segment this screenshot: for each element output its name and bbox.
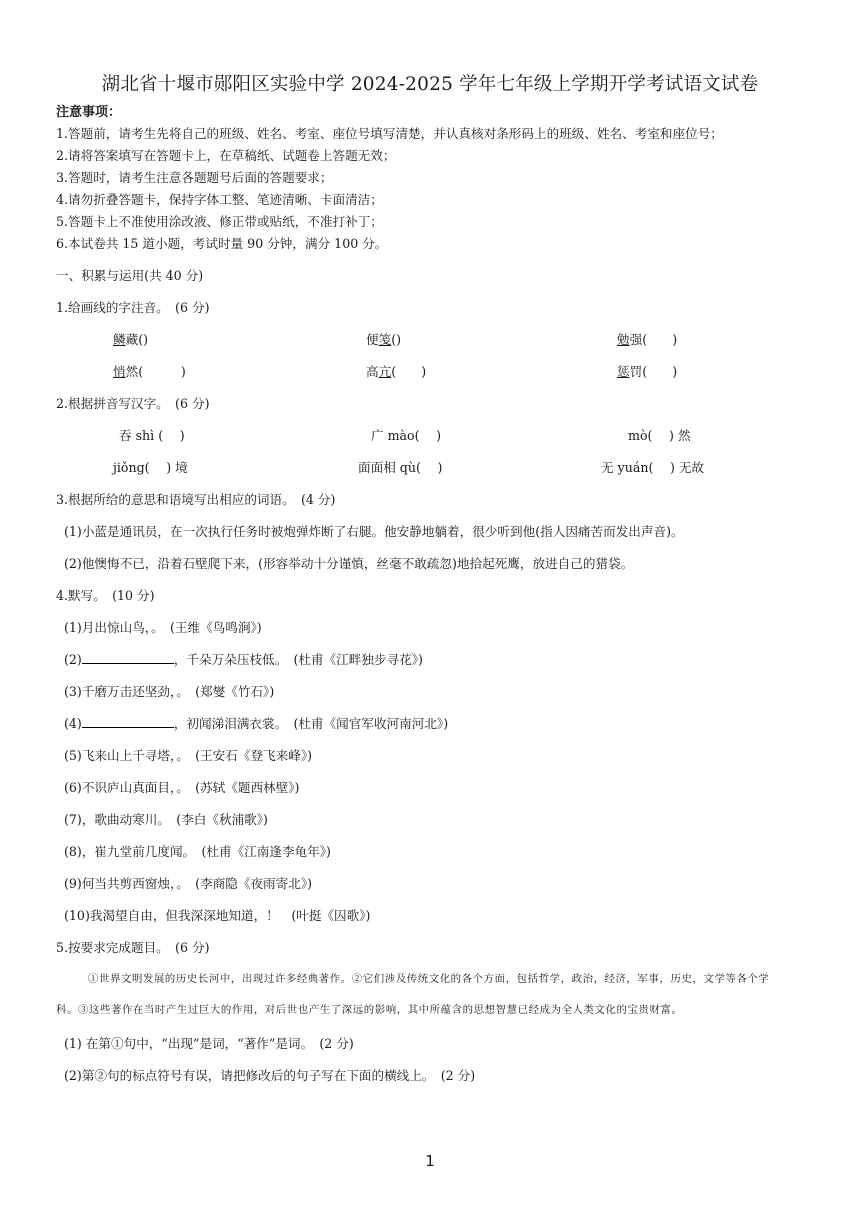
q1-item-pre: 高 <box>366 364 379 379</box>
q4-item-text: ，初闻涕泪满衣裳。 (杜甫《闻官军收河南河北》) <box>173 716 449 731</box>
q1-item <box>113 329 148 348</box>
section-heading: 一、积累与运用(共 40 分) <box>56 268 204 283</box>
q4-item: (8)，崔九堂前几度闻。 (杜甫《江南逢李龟年》) <box>64 844 331 859</box>
q4-item-text: ，千朵万朵压枝低。 (杜甫《江畔独步寻花》) <box>173 652 423 667</box>
underlined-char: 悄 <box>113 364 126 379</box>
passage-line: ①世界文明发展的历史长河中，出现过许多经典著作。②它们涉及传统文化的各个方面，包括哲学，政治，经济，军事，历史，文学等各个学 <box>88 973 770 985</box>
q4-item: (7)，歌曲动寒川。 (李白《秋浦歌》) <box>64 812 268 827</box>
note-item: 4.请勿折叠答题卡，保持字体工整、笔迹清晰、卡面清洁； <box>56 192 383 207</box>
answer-blank <box>82 651 174 664</box>
passage-line: 科。③这些著作在当时产生过巨大的作用，对后世也产生了深远的影响，其中所蕴含的思想智慧已经成为全人类文化的宝贵财富。 <box>56 1004 683 1016</box>
q4-item <box>64 713 448 732</box>
note-item: 2.请将答案填写在答题卡上，在草稿纸、试题卷上答题无效； <box>56 148 396 163</box>
q1-item-rest: 强( ) <box>629 332 678 347</box>
q4-item: (3)千磨万击还坚劲，。 (郑燮《竹石》) <box>64 684 275 699</box>
q1-item <box>113 361 186 380</box>
q1-item <box>366 361 426 380</box>
q1-item-rest: 然( ) <box>125 364 186 379</box>
q3-item: (2)他懊悔不已，沿着石壁爬下来，(形容举动十分谨慎，丝毫不敢疏忽)地拾起死鹰，放进自己的猎袋。 <box>64 556 634 571</box>
q4-item: (1)月出惊山鸟，。 (王维《鸟鸣涧》) <box>64 620 262 635</box>
q5-item: (1) 在第①句中，“出现”是词，“著作”是词。 (2 分) <box>64 1036 354 1051</box>
q4-item: (5)飞来山上千寻塔，。 (王安石《登飞来峰》) <box>64 748 313 763</box>
q1-item-rest: () <box>391 332 402 347</box>
note-item: 3.答题时，请考生注意各题题号后面的答题要求； <box>56 170 333 185</box>
q2-item: mò( ) 然 <box>628 428 691 443</box>
page-title: 湖北省十堰市郧阳区实验中学 2024-2025 学年七年级上学期开学考试语文试卷 <box>101 74 759 95</box>
q4-item: (6)不识庐山真面目，。 (苏轼《题西林壁》) <box>64 780 300 795</box>
q4-item-number: (4) <box>64 716 82 731</box>
q1-item <box>366 329 401 348</box>
q4-item: (10)我渴望自由，但我深深地知道，！ (叶挺《囚歌》) <box>64 908 371 923</box>
page-number: 1 <box>425 1152 435 1170</box>
q4-item <box>64 649 423 668</box>
q1-item-rest: ( ) <box>391 364 427 379</box>
q1-item <box>617 329 677 348</box>
q2-item: 广 mào( ) <box>371 428 442 443</box>
notes-heading: 注意事项： <box>56 105 122 120</box>
q3-item: (1)小蓝是通讯员，在一次执行任务时被炮弹炸断了右腿。他安静地躺着，很少听到他(指人因痛苦而发出声音)。 <box>64 524 684 539</box>
underlined-char: 勉 <box>617 332 630 347</box>
question-4-title: 4.默写。 (10 分) <box>56 588 155 603</box>
question-2-title: 2.根据拼音写汉字。 (6 分) <box>56 396 210 411</box>
q4-item-number: (2) <box>64 652 82 667</box>
q1-item-rest: 藏() <box>125 332 149 347</box>
q1-item <box>617 361 677 380</box>
q1-item-pre: 便 <box>366 332 379 347</box>
underlined-char: 鳞 <box>113 332 126 347</box>
answer-blank <box>82 715 174 728</box>
question-3-title: 3.根据所给的意思和语境写出相应的词语。 (4 分) <box>56 492 336 507</box>
note-item: 6.本试卷共 15 道小题，考试时量 90 分钟，满分 100 分。 <box>56 236 388 251</box>
q2-item: 吞 shì ( ) <box>119 428 185 443</box>
q5-item: (2)第②句的标点符号有误，请把修改后的句子写在下面的横线上。 (2 分) <box>64 1068 476 1083</box>
underlined-char: 惩 <box>617 364 630 379</box>
q1-item-rest: 罚( ) <box>629 364 678 379</box>
underlined-char: 笺 <box>378 332 392 347</box>
question-1-title: 1.给画线的字注音。 (6 分) <box>56 300 210 315</box>
question-5-title: 5.按要求完成题目。 (6 分) <box>56 940 210 955</box>
note-item: 1.答题前，请考生先将自己的班级、姓名、考室、座位号填写清楚，并认真核对条形码上的班级、姓名、考室和座位号； <box>56 126 723 141</box>
q2-item: jiǒng( ) 境 <box>113 460 188 475</box>
underlined-char: 亢 <box>378 364 392 379</box>
q4-item: (9)何当共剪西窗烛，。 (李商隐《夜雨寄北》) <box>64 876 313 891</box>
note-item: 5.答题卡上不准使用涂改液、修正带或贴纸，不准打补丁； <box>56 214 383 229</box>
q2-item: 无 yuán( ) 无故 <box>601 460 705 475</box>
q2-item: 面面相 qù( ) <box>358 460 443 475</box>
